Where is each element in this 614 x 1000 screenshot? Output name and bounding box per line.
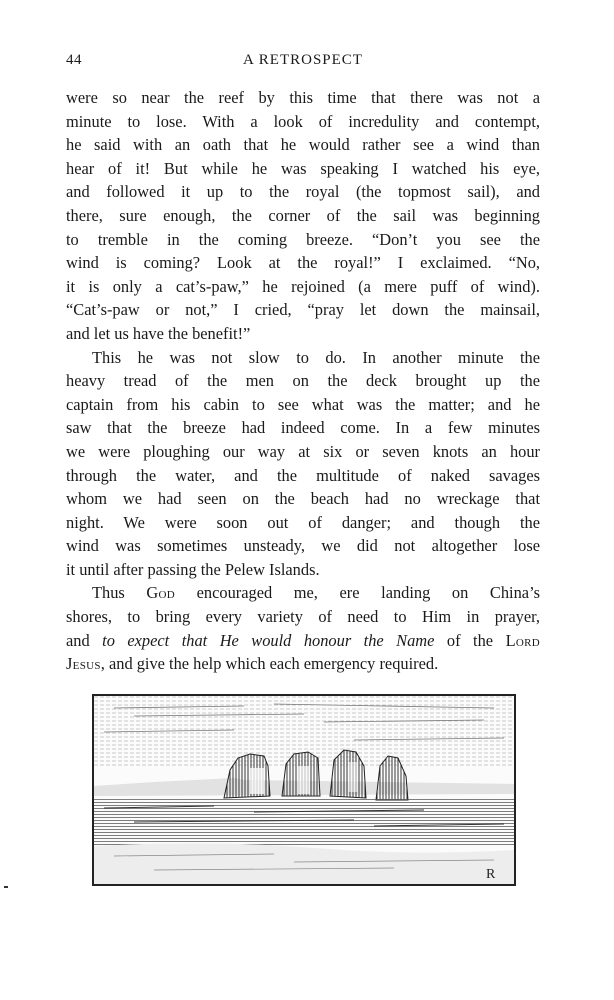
text-line: This he was not slow to do. In another minute the <box>92 347 540 367</box>
text-line: wind was sometimes unsteady, we did not altogether lose <box>66 536 540 556</box>
text-line: he said with an oath that he would rather see a wind than <box>66 135 540 155</box>
text-line: whom we had seen on the beach had no wreckage that <box>66 489 540 509</box>
text-fragment: and <box>66 630 103 650</box>
text-fragment: , and give the help which each emergency required. <box>100 654 439 674</box>
engraver-monogram: R <box>486 867 496 882</box>
text-line: there, sure enough, the corner of the sail was beginning <box>66 205 540 225</box>
paragraph-2 <box>66 346 540 582</box>
margin-mark <box>4 886 8 888</box>
paragraph-1 <box>66 86 540 346</box>
small-caps-lord: Lord <box>505 630 540 650</box>
text-line: through the water, and the multitude of naked savages <box>66 465 540 485</box>
sea-rocks-engraving <box>94 696 514 884</box>
text-fragment: encouraged me, ere landing on China’s <box>175 583 541 603</box>
italic-emphasis: to expect that He would honour the Name <box>102 630 435 650</box>
text-line: saw that the breeze had indeed come. In a few minutes <box>66 418 540 438</box>
text-line: captain from his cabin to see what was the matter; and he <box>66 394 540 414</box>
text-line: heavy tread of the men on the deck brought up the <box>66 371 540 391</box>
text-line: to tremble in the coming breeze. “Don’t you see the <box>66 229 540 249</box>
body-text <box>66 86 540 676</box>
small-caps-god: God <box>146 583 176 603</box>
text-line: and followed it up to the royal (the topmost sail), and <box>66 182 540 202</box>
text-line: we were ploughing our way at six or seven knots an hour <box>66 441 540 461</box>
running-head: A RETROSPECT <box>243 52 363 68</box>
page-number: 44 <box>66 52 82 68</box>
text-line: it is only a cat’s-paw,” he rejoined (a mere puff of wind). <box>66 276 540 296</box>
text-line: wind is coming? Look at the royal!” I exclaimed. “No, <box>66 253 540 273</box>
text-line: night. We were soon out of danger; and though the <box>66 512 540 532</box>
text-line <box>66 652 540 676</box>
text-line: and let us have the benefit!” <box>66 323 251 343</box>
text-fragment: Thus <box>92 583 147 603</box>
text-line: shores, to bring every variety of need to Him in prayer, <box>66 607 540 627</box>
text-fragment: of the <box>434 630 506 650</box>
paragraph-3 <box>66 581 540 675</box>
text-line: it until after passing the Pelew Islands. <box>66 559 320 579</box>
text-line: minute to lose. With a look of incredulity and contempt, <box>66 111 540 131</box>
engraving-illustration <box>92 694 516 886</box>
text-line: were so near the reef by this time that there was not a <box>66 88 540 107</box>
text-line: “Cat’s-paw or not,” I cried, “pray let down the mainsail, <box>66 300 540 320</box>
text-line: hear of it! But while he was speaking I watched his eye, <box>66 158 540 178</box>
text-line <box>66 581 540 605</box>
page-header <box>66 52 540 74</box>
small-caps-jesus: Jesus <box>66 654 101 674</box>
text-line <box>66 629 540 653</box>
